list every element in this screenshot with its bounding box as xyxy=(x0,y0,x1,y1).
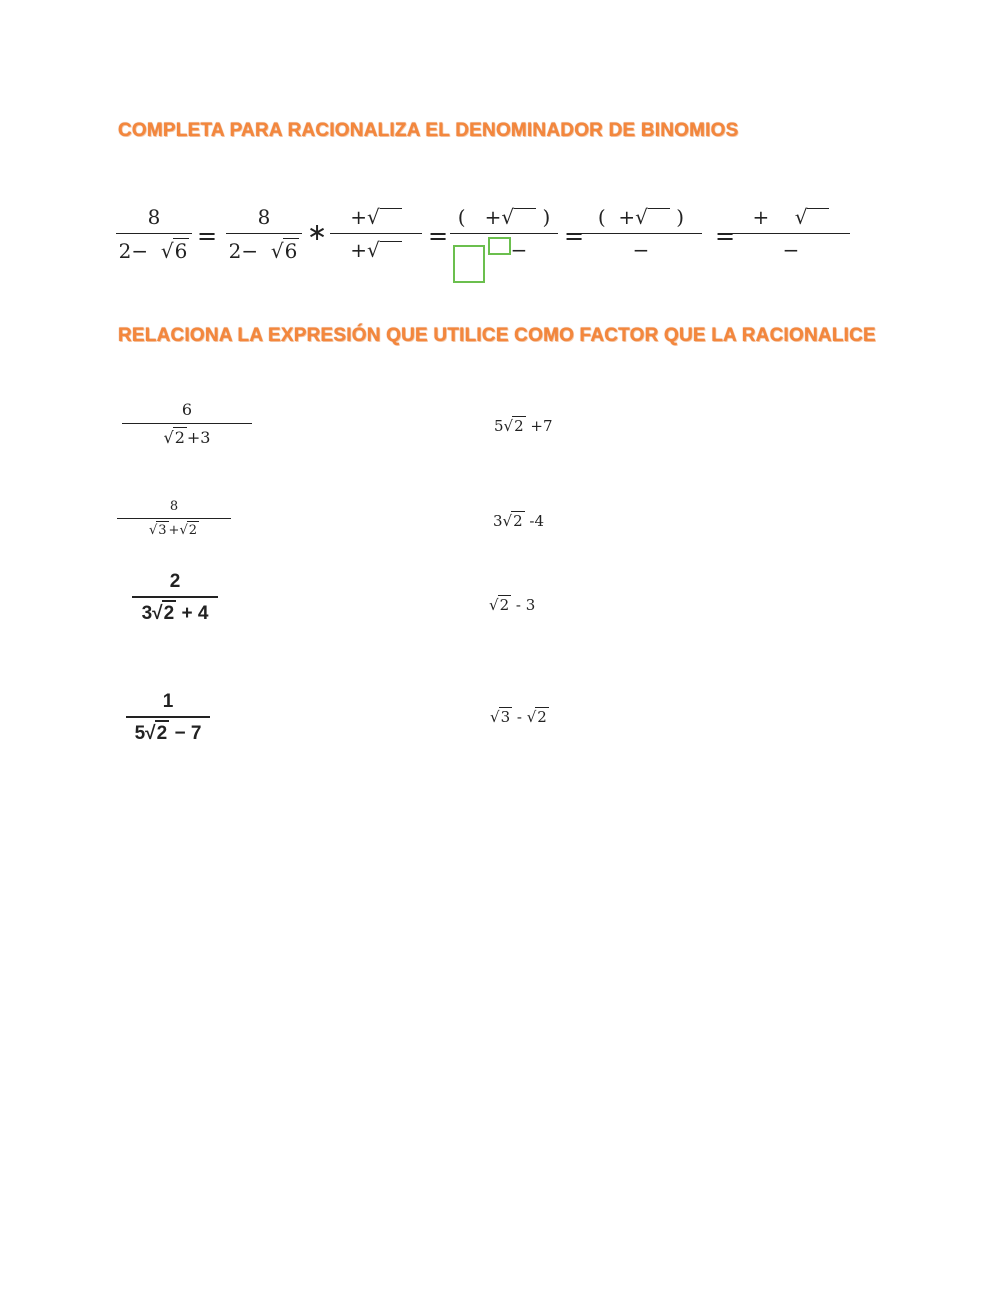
numerator: 1 xyxy=(162,691,174,712)
heading-rationalize: COMPLETA PARA RACIONALIZA EL DENOMINADOR DE BINOMIOS xyxy=(118,120,739,141)
numerator: ( +√ ) xyxy=(597,205,685,229)
exercise-fraction-1[interactable] xyxy=(122,400,252,448)
fraction-bar xyxy=(732,233,850,234)
denominator: 3√2 + 4 xyxy=(132,600,218,626)
denominator: 2− √6 xyxy=(228,239,298,263)
exercise-fraction-4[interactable] xyxy=(126,690,210,746)
denominator: − xyxy=(510,238,528,262)
denominator: − xyxy=(782,238,800,262)
numerator: 6 xyxy=(181,400,193,419)
exercise-fraction-3[interactable] xyxy=(132,570,218,626)
denominator: √3 +√2 xyxy=(148,523,198,538)
numerator: ( +√ ) xyxy=(457,205,551,229)
radicand: 6 xyxy=(174,239,188,263)
fraction-step-2 xyxy=(580,205,702,262)
numerator: +√ xyxy=(330,205,422,229)
denominator: 2− √6 xyxy=(118,239,188,263)
fraction-original xyxy=(116,205,192,263)
denominator: − xyxy=(632,238,650,262)
fraction-bar xyxy=(580,233,702,234)
denominator: √2 +3 xyxy=(163,428,211,447)
numerator: 8 xyxy=(257,205,271,229)
fraction-bar xyxy=(330,233,422,234)
equals-sign: = xyxy=(564,222,585,250)
numerator: + √ xyxy=(732,205,850,229)
radicand: 6 xyxy=(284,239,298,263)
heading-match: RELACIONA LA EXPRESIÓN QUE UTILICE COMO FACTOR QUE LA RACIONALICE xyxy=(118,325,876,346)
equals-sign: = xyxy=(428,222,449,250)
answer-option-4[interactable]: √3 - √2 xyxy=(490,708,547,726)
fraction-bar xyxy=(226,233,302,234)
answer-option-3[interactable]: √2 - 3 xyxy=(489,596,536,614)
numerator: 2 xyxy=(169,571,181,592)
denominator: 5√2 − 7 xyxy=(126,720,210,746)
fraction-conjugate xyxy=(330,205,422,262)
fraction-bar xyxy=(117,518,231,519)
fraction-bar xyxy=(116,233,192,234)
fraction-bar xyxy=(450,233,558,234)
answer-box-exponent[interactable] xyxy=(488,237,511,255)
exercise-fraction-2[interactable] xyxy=(117,498,231,540)
answer-option-2[interactable]: 3√2 -4 xyxy=(493,512,545,530)
fraction-copy xyxy=(226,205,302,263)
answer-option-1[interactable]: 5√2 +7 xyxy=(494,417,553,435)
equals-sign: = xyxy=(197,222,218,250)
equals-sign: = xyxy=(715,222,736,250)
answer-box-large[interactable] xyxy=(453,245,485,283)
denominator: +√ xyxy=(330,238,422,262)
fraction-bar xyxy=(126,716,210,718)
fraction-bar xyxy=(122,423,252,424)
numerator: 8 xyxy=(147,205,161,229)
fraction-bar xyxy=(132,596,218,598)
multiply-sign: ∗ xyxy=(307,218,328,246)
fraction-result xyxy=(732,205,850,262)
numerator: 8 xyxy=(169,499,179,514)
